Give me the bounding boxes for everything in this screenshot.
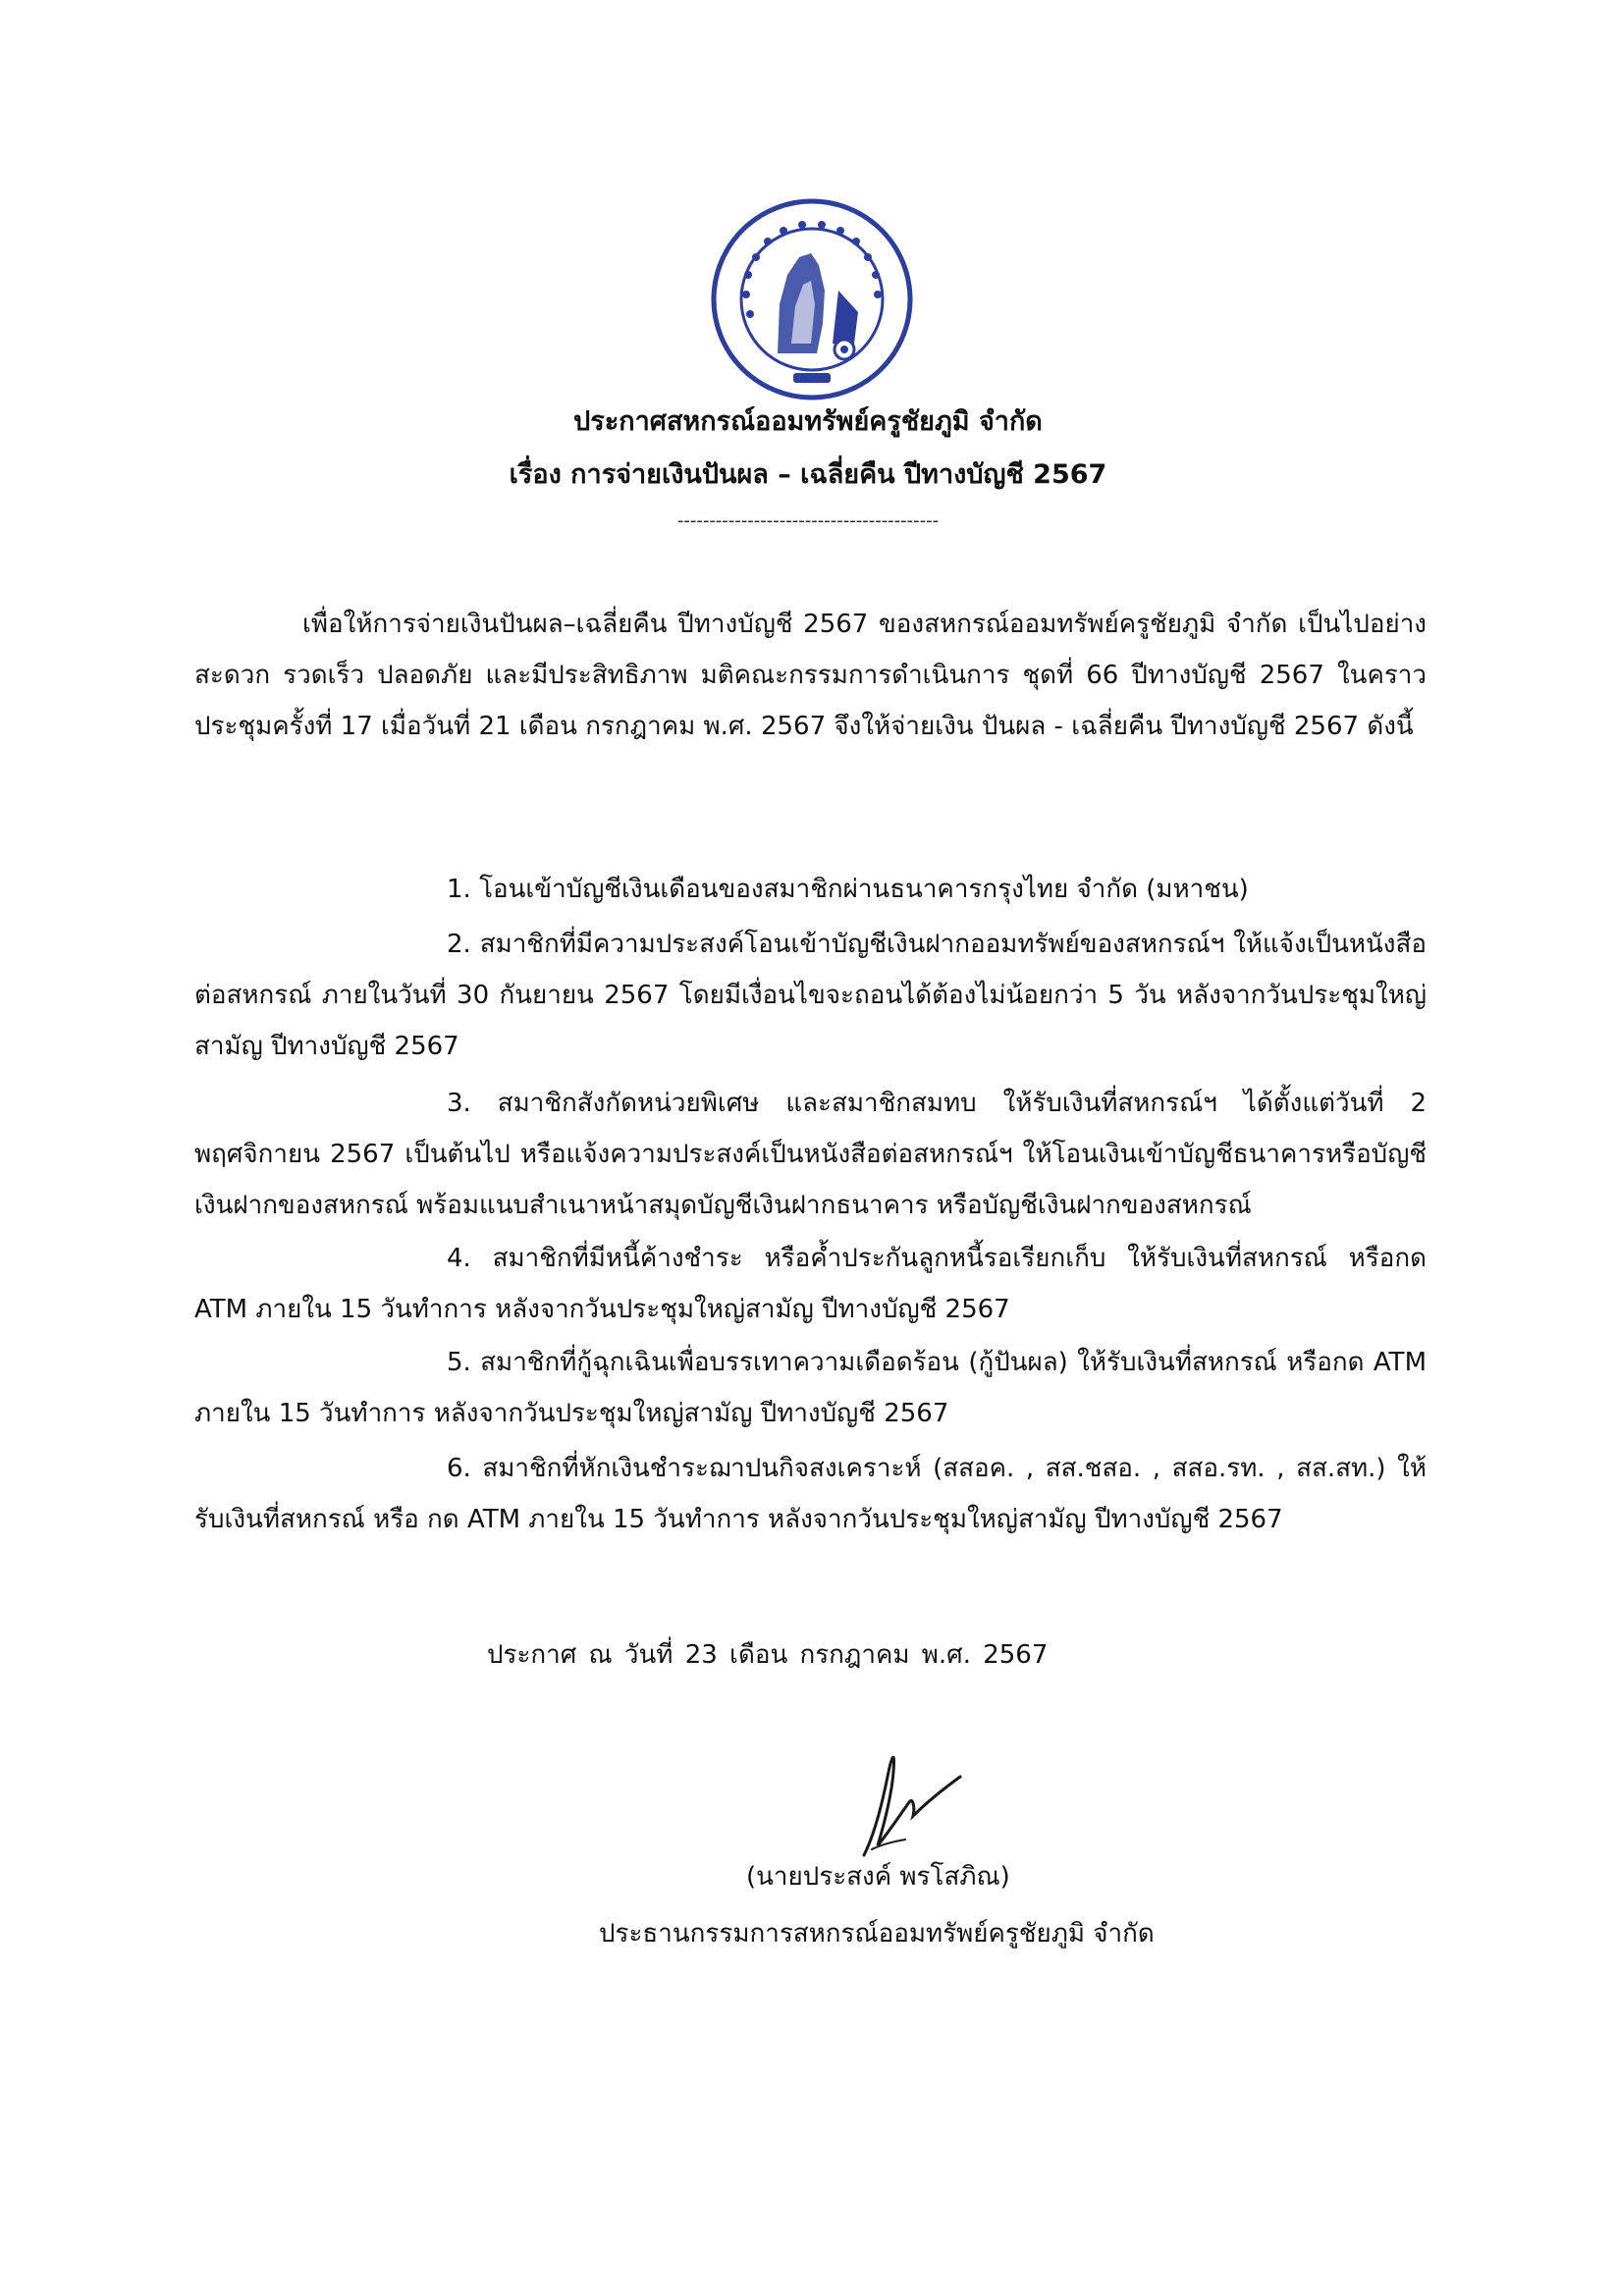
signer-position: ประธานกรรมการสหกรณ์ออมทรัพย์ครูชัยภูมิ จำกัด <box>599 1919 1155 1949</box>
list-item: 1. โอนเข้าบัญชีเงินเดือนของสมาชิกผ่านธนาคารกรุงไทย จำกัด (มหาชน) <box>447 875 1249 904</box>
signer-name: (นายประสงค์ พรโสภิณ) <box>746 1862 1010 1892</box>
intro-paragraph: เพื่อให้การจ่ายเงินปันผล–เฉลี่ยคืน ปีทางบัญชี 2567 ของสหกรณ์ออมทรัพย์ครูชัยภูมิ จำกัด เป็นไปอย่างสะดวก รวดเร็ว ปลอดภัย และมีประสิทธิภาพ มติคณะกรรมการดำเนินการ ชุดที่ 66 ปีทางบัญชี 2567 ในคราวประชุมครั้งที่ 17 เมื่อวันที่ 21 เดือน กรกฎาคม พ.ศ. 2567 จึงให้จ่ายเงิน ปันผล - เฉลี่ยคืน ปีทางบัญชี 2567 ดังนี้ <box>194 610 1427 741</box>
list-item: 2. สมาชิกที่มีความประสงค์โอนเข้าบัญชีเงินฝากออมทรัพย์ของสหกรณ์ฯ ให้แจ้งเป็นหนังสือต่อสหกรณ์ ภายในวันที่ 30 กันยายน 2567 โดยมีเงื่อนไขจะถอนได้ต้องไม่น้อยกว่า 5 วัน หลังจากวันประชุมใหญ่สามัญ ปีทางบัญชี 2567 <box>194 930 1427 1061</box>
list-item: 6. สมาชิกที่หักเงินชำระฌาปนกิจสงเคราะห์ (สสอค. , สส.ชสอ. , สสอ.รท. , สส.สท.) ให้รับเงินที่สหกรณ์ หรือ กด ATM ภายใน 15 วันทำการ หลังจากวันประชุมใหญ่สามัญ ปีทางบัญชี 2567 <box>194 1454 1427 1534</box>
list-item: 5. สมาชิกที่กู้ฉุกเฉินเพื่อบรรเทาความเดือดร้อน (กู้ปันผล) ให้รับเงินที่สหกรณ์ หรือกด ATM ภายใน 15 วันทำการ หลังจากวันประชุมใหญ่สามัญ ปีทางบัญชี 2567 <box>194 1348 1427 1428</box>
list-item: 4. สมาชิกที่มีหนี้ค้างชำระ หรือค้ำประกันลูกหนี้รอเรียกเก็บ ให้รับเงินที่สหกรณ์ หรือกด ATM ภายใน 15 วันทำการ หลังจากวันประชุมใหญ่สามัญ ปีทางบัญชี 2567 <box>194 1244 1427 1324</box>
signature-icon <box>844 1718 972 1865</box>
document-subject: เรื่อง การจ่ายเงินปันผล – เฉลี่ยคืน ปีทางบัญชี 2567 <box>509 459 1107 490</box>
title-divider: ----------------------------------------- <box>676 510 940 531</box>
document-title: ประกาศสหกรณ์ออมทรัพย์ครูชัยภูมิ จำกัด <box>573 406 1043 437</box>
cooperative-seal-icon <box>709 196 915 402</box>
list-item: 3. สมาชิกสังกัดหน่วยพิเศษ และสมาชิกสมทบ ให้รับเงินที่สหกรณ์ฯ ได้ตั้งแต่วันที่ 2 พฤศจิกายน 2567 เป็นต้นไป หรือแจ้งความประสงค์เป็นหนังสือต่อสหกรณ์ฯ ให้โอนเงินเข้าบัญชีธนาคารหรือบัญชีเงินฝากของสหกรณ์ พร้อมแนบสำเนาหน้าสมุดบัญชีเงินฝากธนาคาร หรือบัญชีเงินฝากของสหกรณ์ <box>194 1089 1427 1220</box>
announcement-date: ประกาศ ณ วันที่ 23 เดือน กรกฎาคม พ.ศ. 2567 <box>487 1640 1049 1670</box>
